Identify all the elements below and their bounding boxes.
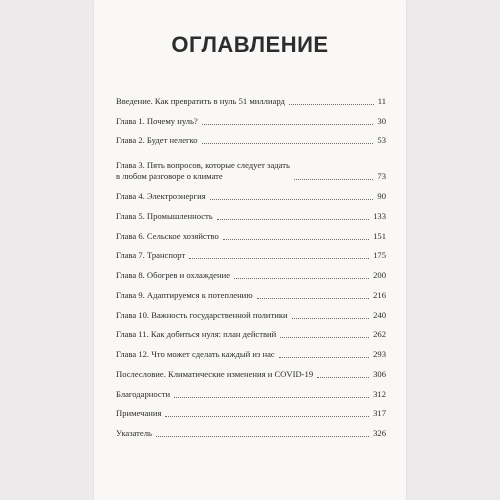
toc-entry-chapter-2 [116, 127, 386, 147]
toc-entry-title: Благодарности [116, 388, 171, 399]
toc-entry-title: Послесловие. Климатические изменения и COVID-19 [116, 368, 314, 379]
dot-leader [257, 298, 369, 299]
toc-entry-chapter-11 [116, 321, 386, 341]
dot-leader [223, 239, 369, 240]
toc-page-number: 312 [373, 388, 386, 399]
toc-entry-title-line2: в любом разговоре о климате [116, 171, 223, 182]
toc-entry-chapter-12 [116, 340, 386, 360]
toc-entry-title: Глава 10. Важность государственной политики [116, 309, 288, 320]
toc-page-number: 11 [377, 95, 386, 106]
toc-page-number: 133 [373, 210, 386, 221]
dot-leader [294, 179, 374, 180]
dot-leader [156, 436, 369, 437]
toc-entry-title: Введение. Как превратить в нуль 51 миллиард [116, 95, 285, 106]
toc-page-number: 200 [373, 270, 386, 280]
dot-leader [174, 397, 369, 398]
toc-entry-chapter-7 [116, 242, 386, 262]
book-page [94, 0, 406, 500]
toc-entry-afterword [116, 360, 386, 380]
toc-entry-chapter-8 [116, 261, 386, 281]
toc-entry-acknowledgements [116, 380, 386, 400]
toc-entry-index [116, 419, 386, 439]
dot-leader [165, 416, 369, 417]
toc-entry-title: Глава 4. Электроэнергия [116, 191, 206, 201]
dot-leader [289, 104, 374, 105]
toc-entry-chapter-5 [116, 202, 386, 222]
dot-leader [280, 337, 369, 338]
toc-entry-title: Глава 8. Обогрев и охлаждение [116, 270, 231, 280]
toc-page-number: 293 [373, 349, 386, 359]
toc-entry-chapter-10 [116, 301, 386, 321]
toc-entry-title: Глава 1. Почему нуль? [116, 115, 198, 126]
toc-entry-title: Глава 2. Будет нелегко [116, 135, 198, 146]
toc-entry-title: Указатель [116, 428, 152, 438]
toc-entry-title: Глава 6. Сельское хозяйство [116, 230, 219, 241]
toc-entry-title: Глава 12. Что может сделать каждый из нас [116, 349, 275, 359]
toc-entry-title: Примечания [116, 408, 162, 419]
toc-page-number: 175 [373, 250, 386, 261]
dot-leader [217, 219, 369, 220]
dot-leader [202, 143, 374, 144]
dot-leader [202, 124, 374, 125]
toc-page-number: 151 [373, 230, 386, 241]
dot-leader [189, 258, 369, 259]
toc-page-number: 53 [377, 135, 386, 146]
toc-page-number: 262 [373, 329, 386, 340]
toc-page-number: 306 [373, 368, 386, 379]
toc-page-number: 73 [377, 171, 386, 182]
dot-leader [279, 357, 369, 358]
toc-entry-introduction [116, 87, 386, 107]
dot-leader [317, 377, 369, 378]
toc-page-number: 216 [373, 289, 386, 300]
toc-entry-title: Глава 9. Адаптируемся к потеплению [116, 289, 253, 300]
toc-entry-title: Глава 7. Транспорт [116, 250, 186, 261]
toc-entry-chapter-6 [116, 222, 386, 242]
toc-page-number: 90 [377, 191, 386, 201]
toc-page-number: 326 [373, 428, 386, 438]
toc-entry-chapter-4 [116, 182, 386, 202]
toc-page-number: 317 [373, 408, 386, 419]
table-of-contents [116, 87, 386, 439]
toc-entry-notes [116, 400, 386, 420]
toc-entry-chapter-1 [116, 107, 386, 127]
toc-entry-chapter-9 [116, 281, 386, 301]
toc-entry-title-line1: Глава 3. Пять вопросов, которые следует задать [116, 160, 290, 171]
toc-entry-title [116, 160, 290, 182]
toc-entry-title: Глава 11. Как добиться нуля: план действий [116, 329, 277, 340]
toc-page-number: 240 [373, 309, 386, 320]
dot-leader [234, 278, 369, 279]
dot-leader [210, 199, 374, 200]
toc-page-number: 30 [377, 115, 386, 126]
toc-entry-title: Глава 5. Промышленность [116, 210, 213, 221]
page-title: ОГЛАВЛЕНИЕ [171, 32, 329, 57]
dot-leader [292, 318, 369, 319]
toc-entry-chapter-3 [116, 146, 386, 182]
